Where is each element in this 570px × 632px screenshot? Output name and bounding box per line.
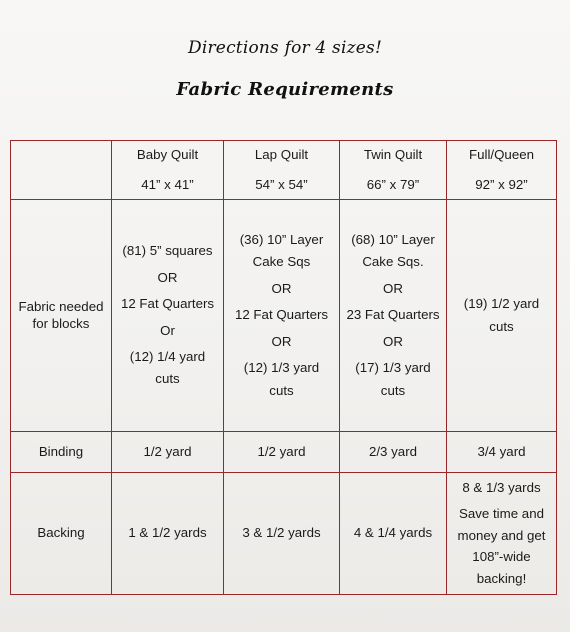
row-label-fabric [11, 200, 112, 432]
cell-binding-twin: 2/3 yard [340, 432, 447, 473]
column-size: 54” x 54” [255, 176, 308, 192]
cell-line: Cake Sqs [252, 254, 311, 270]
cell-line: 8 & 1/3 yards [462, 479, 541, 495]
cell-line: Or [160, 322, 175, 338]
column-name: Baby Quilt [136, 147, 199, 163]
column-name: Lap Quilt [254, 147, 309, 163]
cell-line: OR [157, 269, 178, 285]
cell-line: OR [383, 333, 403, 349]
cell-binding-lap: 1/2 yard [224, 432, 340, 473]
page-subtitle: Fabric Requirements [176, 79, 394, 100]
column-size: 92” x 92” [475, 176, 528, 192]
cell-binding-full: 3/4 yard [447, 432, 557, 473]
column-size: 66” x 79” [366, 176, 420, 192]
cell-line: cuts [489, 318, 514, 334]
table-row-binding [11, 432, 557, 473]
cell-line: (17) 1/3 yard [355, 360, 431, 376]
cell-backing-twin: 4 & 1/4 yards [340, 473, 447, 595]
cell-fabric-twin [340, 200, 447, 432]
cell-line: OR [271, 333, 292, 349]
row-label-binding: Binding [11, 432, 112, 473]
header-cell-lap [224, 141, 340, 200]
cell-line: cuts [380, 382, 406, 398]
page-title: Directions for 4 sizes! [188, 38, 382, 58]
column-size: 41” x 41” [141, 176, 194, 192]
table-header-row [11, 141, 557, 200]
header-cell-baby [112, 141, 224, 200]
cell-line: (36) 10” Layer [239, 231, 324, 247]
cell-line: (19) 1/2 yard [463, 296, 540, 312]
cell-line: cuts [155, 371, 180, 387]
row-label-line: for blocks [32, 315, 90, 331]
header-cell-full [447, 141, 557, 200]
column-name: Full/Queen [468, 147, 535, 163]
cell-fabric-full [447, 200, 557, 432]
table-row-fabric [11, 200, 557, 432]
cell-backing-full [447, 473, 557, 595]
cell-line: 12 Fat Quarters [120, 296, 215, 312]
cell-line: OR [383, 280, 403, 296]
cell-fabric-lap [224, 200, 340, 432]
cell-line: (12) 1/3 yard [243, 360, 320, 376]
row-label-backing: Backing [11, 473, 112, 595]
row-label-line: Fabric needed [18, 299, 104, 315]
cell-backing-baby: 1 & 1/2 yards [112, 473, 224, 595]
cell-line: (81) 5” squares [122, 243, 213, 259]
cell-line: OR [271, 280, 292, 296]
table-row-backing [11, 473, 557, 595]
cell-line: cuts [269, 382, 294, 398]
cell-backing-lap: 3 & 1/2 yards [224, 473, 340, 595]
cell-line: backing! [476, 570, 527, 586]
header-cell-twin [340, 141, 447, 200]
cell-line: 108”-wide [472, 549, 531, 565]
cell-line: Save time and [458, 506, 544, 522]
cell-line: 23 Fat Quarters [346, 307, 440, 323]
cell-fabric-baby [112, 200, 224, 432]
cell-binding-baby: 1/2 yard [112, 432, 224, 473]
cell-line: (12) 1/4 yard [129, 348, 206, 364]
cell-line: money and get [457, 527, 546, 543]
header-empty-cell [11, 141, 112, 200]
fabric-requirements-table [10, 140, 557, 595]
cell-line: Cake Sqs. [362, 254, 424, 270]
cell-line: (68) 10” Layer [351, 231, 435, 247]
column-name: Twin Quilt [363, 147, 423, 163]
cell-line: 12 Fat Quarters [234, 307, 329, 323]
